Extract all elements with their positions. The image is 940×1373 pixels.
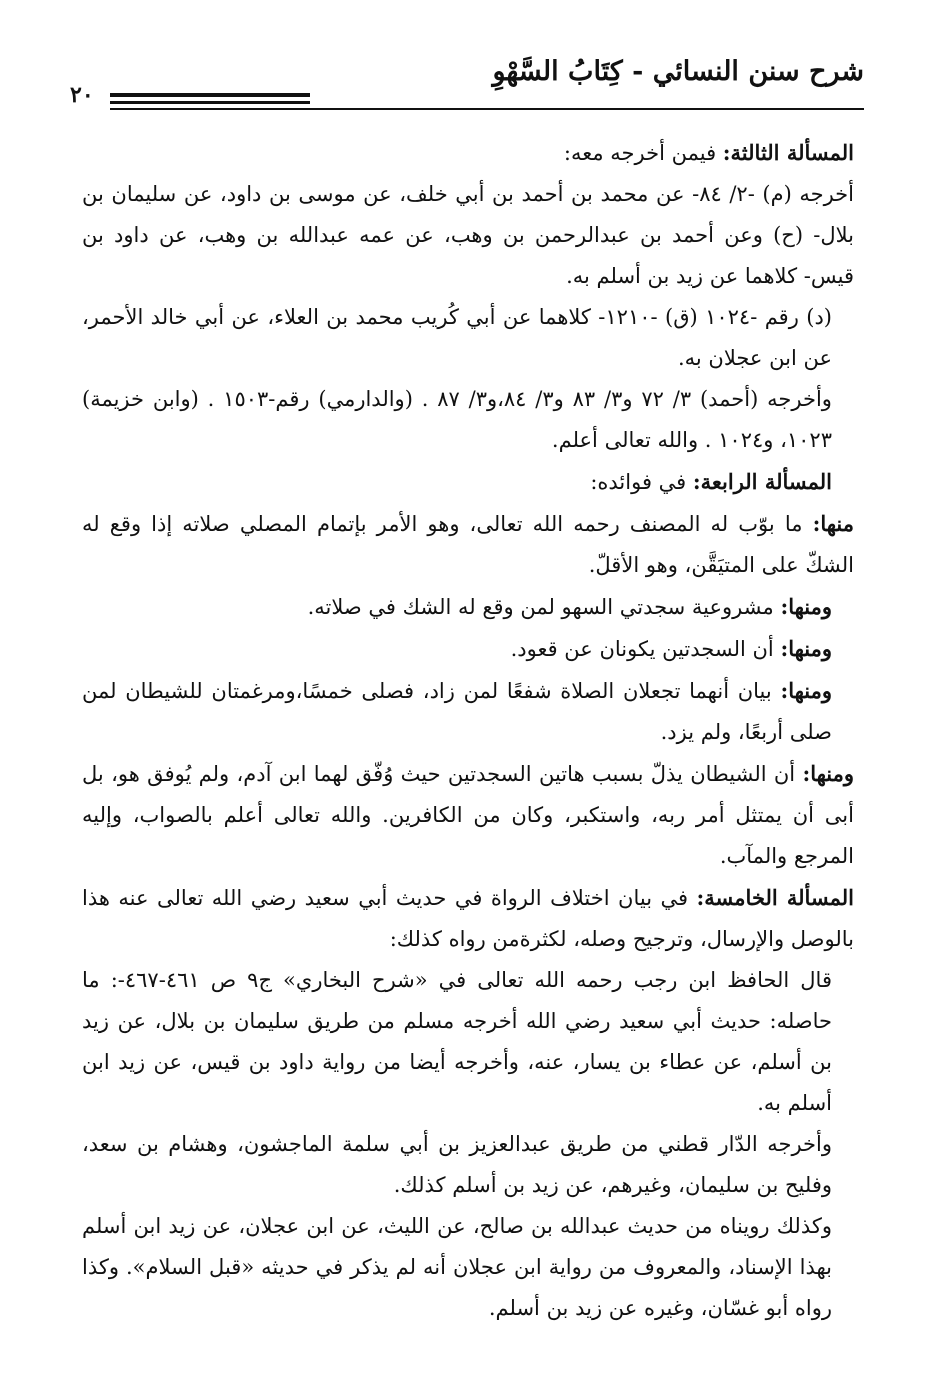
paragraph-text: أخرجه (م) -٢/ ٨٤- عن محمد بن أحمد بن أبي خلف، عن موسى بن داود، عن سليمان بن بلال- (ح) وعن أحمد بن عبدالرحمن بن وهب، عن عمه عبدالله بن وهب، عن داود بن قيس- كلاهما عن زيد بن أسلم به. [82,182,854,288]
paragraph-text: أن السجدتين يكونان عن قعود. [510,637,781,661]
paragraph-label: المسألة الثالثة: [722,140,854,165]
paragraph-label: ومنها: [780,678,832,703]
paragraph-takhrij-muslim [82,174,854,297]
paragraph-text: وكذلك رويناه من حديث عبدالله بن صالح، عن الليث، عن ابن عجلان، عن زيد ابن أسلم بهذا الإسناد، والمعروف من رواية ابن عجلان أنه لم يذكر في حديثه «قبل السلام». وكذا رواه أبو غسّان، وغيره عن زيد بن أسلم. [82,1214,832,1320]
paragraph-masala-5-heading [82,877,854,960]
paragraph-ibn-ajlan [82,1206,854,1329]
paragraph-faida-3 [82,628,854,670]
page-number: ٢٠ [70,82,94,108]
paragraph-label: ومنها: [780,594,832,619]
paragraph-label: ومنها: [802,761,854,786]
paragraph-label: ومنها: [780,636,832,661]
paragraph-text: أن الشيطان يذلّ بسبب هاتين السجدتين حيث وُفّق لهما ابن آدم، ولم يُوفق هو، بل أبى أن يمتثل أمر ربه، واستكبر، وكان من الكافرين. والله تعالى أعلم بالصواب، وإليه المرجع والمآب. [82,762,854,868]
paragraph-label: منها: [812,511,854,536]
header-rule-thin [110,108,864,110]
paragraph-text: مشروعية سجدتي السهو لمن وقع له الشك في صلاته. [307,595,781,619]
paragraph-text: وأخرجه الدّار قطني من طريق عبدالعزيز بن أبي سلمة الماجشون، وهشام بن سعد، وفليح بن سليمان، وغيرهم، عن زيد بن أسلم كذلك. [82,1132,832,1197]
paragraph-faida-4 [82,670,854,753]
page-body [82,132,854,1329]
paragraph-text: وأخرجه (أحمد) ٣/ ٧٢ و٣/ ٨٣ و٣/ ٨٤،و٣/ ٨٧ . (والدارمي) رقم-١٥٠٣ . (وابن خزيمة) ١٠٢٣، و١٠٢٤ . والله تعالى أعلم. [82,387,832,452]
paragraph-masala-4-heading [82,461,854,503]
running-title: شرح سنن النسائي - كِتَابُ السَّهْوِ [492,56,864,87]
paragraph-faida-5 [82,753,854,877]
paragraph-faida-1 [82,503,854,586]
paragraph-text: بيان أنهما تجعلان الصلاة شفعًا لمن زاد، فصلى خمسًا،ومرغمتان للشيطان لمن صلى أربعًا، ولم يزد. [82,679,832,744]
running-header [70,52,864,112]
paragraph-text: قال الحافظ ابن رجب رحمه الله تعالى في «شرح البخاري» ج٩ ص ٤٦١-٤٦٧-: ما حاصله: حديث أبي سعيد رضي الله أخرجه مسلم من طريق سليمان بن بلال، عن زيد بن أسلم، عن عطاء بن يسار، عنه، وأخرجه أيضا من رواية داود بن قيس، عن زيد ابن أسلم به. [82,968,832,1115]
paragraph-label: المسألة الخامسة: [696,885,855,910]
paragraph-daraqutni [82,1124,854,1206]
paragraph-takhrij-ahmad [82,379,854,461]
paragraph-text: ما بوّب له المصنف رحمه الله تعالى، وهو الأمر بإتمام المصلي صلاته إذا وقع له الشكّ على المتيَقَّن، وهو الأقلّ. [82,512,854,577]
paragraph-text: فيمن أخرجه معه: [563,141,723,165]
paragraph-masala-3-heading [82,132,854,174]
paragraph-text: (د) رقم -١٠٢٤ (ق) -١٢١٠- كلاهما عن أبي كُريب محمد بن العلاء، عن أبي خالد الأحمر، عن ابن عجلان به. [82,305,832,370]
header-rule-thick [110,93,310,97]
header-rule-double [110,101,310,104]
paragraph-ibn-rajab [82,960,854,1124]
paragraph-faida-2 [82,586,854,628]
paragraph-label: المسألة الرابعة: [692,469,832,494]
paragraph-takhrij-abu-dawud [82,297,854,379]
paragraph-text: في فوائده: [590,470,693,494]
paragraph-text: في بيان اختلاف الرواة في حديث أبي سعيد رضي الله تعالى عنه هذا بالوصل والإرسال، وترجيح وصله، لكثرةمن رواه كذلك: [82,886,854,951]
